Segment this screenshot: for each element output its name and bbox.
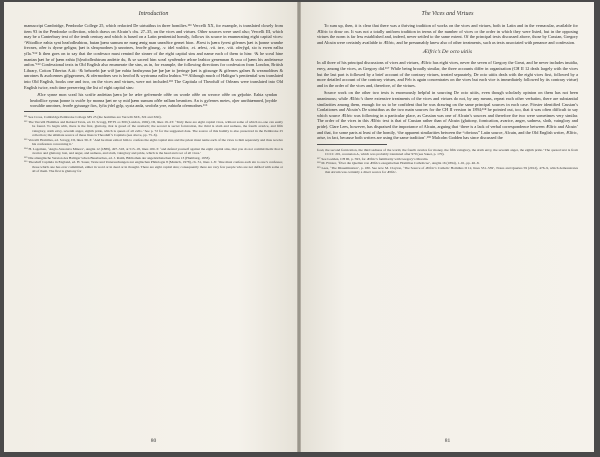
right-page <box>301 2 594 452</box>
footnote-rule <box>317 144 387 145</box>
book-spread <box>4 2 594 452</box>
footnote: food, the second fornication, the third sadness of the world, the fourth avarice for money, the fifth vainglory, the sixth envy, the seventh anger, the eighth pride.’ The quoted text is from CCCC 201, recension A, which was probably translated after 970 (see Sauer, p. 170). <box>317 147 578 157</box>
footnotes <box>317 148 578 175</box>
footnote: ¹⁶⁵ Die altenglische Version des Halitgar’schen Bussbuches, ed. J. Raith, Bibliothek der angelsächsischen Prosa 13 (Hamburg, 1933). <box>24 155 211 160</box>
footnotes <box>24 115 283 174</box>
footnote: ¹⁶³ Vercelli Homilies, ed. Scragg, III, lines 30–3: ‘And he must exhort him to confess the eight capital sins and the priest must name each of the vices to him separately and thus receive his confession concerning it.’ <box>24 137 283 147</box>
section-heading: Ælfric’s De octo uitiis <box>422 49 473 56</box>
page-number: 81 <box>444 438 451 444</box>
right-page-content <box>317 2 578 452</box>
body-paragraph: In all three of his principal discussions of vices and virtues, Ælfric has eight vices, never the seven of Gregory the Great, and he never includes inuidia, envy, among the vices, as Gregory did.¹⁶⁷ While being broadly similar, the three accounts differ in organisation (CH II 12 deals largely with the vices but the last part is followed by a brief account of the contrary virtues, treated separately, De octo uitiis deals with the eight vices first, followed by a more detailed account of the contrary virtues, and Feb is again concentrates on the vices but each vice is immediately followed by its contrary virtue) and in the order of the vices and, therefore, of the virtues. <box>317 60 578 88</box>
left-page-content <box>24 2 283 452</box>
footnote: ¹⁶⁹ Lees, ‘The Dissemination’, p. 180. See now M. Clayton, ‘The Source of Ælfric’s Catholic Homilies II 12, lines 531–539’, Notes and Queries 59 (2012), 476–9, which demonstrates that Alcuin was certainly a direct source for Ælfric. <box>317 165 578 175</box>
footnote: ¹⁶⁴ H. Logeman, ‘Anglo-Saxonica Minora’, Anglia 12 (1889), 497–518, at 515–18, lines 100–3: ‘and defend yourself against the eight capital sins, that you do not commit them: that is avarice and gluttony, lust, and anger, and sadness, and sloth, vainglory and pride, which is the head and root of all vices.’ <box>24 146 283 156</box>
right-body <box>317 23 578 175</box>
footnote-rule <box>24 111 94 112</box>
page-number: 80 <box>150 438 157 444</box>
left-body <box>24 23 283 174</box>
footnote: ¹⁶⁸ M. Förster, ‘Über die Quellen von Ælfrics exegetischen Homiliae Catholicae’, Anglia 16 (1894), 1–61, pp. 46–8. <box>317 161 480 166</box>
running-head: The Vices and Virtues <box>421 11 474 17</box>
footnote: ¹⁶¹ See Cross, Cambridge Pembroke College MS 25 (the homilies are Vercelli XIX, XX and XXI). <box>24 115 162 120</box>
body-paragraph: manuscript Cambridge, Pembroke College 25, which redacted De uirtutibus in three homilies.¹⁶¹ Vercelli XX, for example, is translated closely from item 93 in the Pembroke collection, which draws on Alcuin’s chs. 27–35, on the vices and virtues. Other sources were used also; Vercelli III, which may be a Canterbury text of the tenth century and which is based on a Latin penitential homily, follows its source in enumerating eight capital vices: ‘Witodlice eahta synt heafodleahtras, butan þæra sumum ne mæg ænig man uneaðice gemet bion. Ærest is þæra fyrest gifernes þæt is þonne wambe frecnes, oðer is dyrne gelignr, þæt is sleaçmodnes þ unrotnes, feorðe gîsung, .v. idel wuldor, .vi. æfest, .vii. irre, .viii. oferŷgd, sio is ewen eallra yfla.’¹⁶² It then goes on to say that the confessor must remind the sinner of the eight capital sins and name each of them to him: ‘& he sceal hine manian þæt he of þæm eahta [h]eafodleahtrum andette du, & se sacerd him sceal synðendre ælcne leahtor genemnan & swa of þæm his andetnesse anfon.’¹⁶³ Confessional texts in Old English also enumerate the sins, as in, for example, the following directions for confession from London, British Library, Cotton Tiberius A.iii: ‘& behorebt þæ wið þæ eahta heahsynna þæ þæ þæ to þeringe þæt is gitsunge & gifernes galnes & weamoldnes & unrotnes & asolcennes gilpgeornes, & ofermodnes seo is heofod & wyrtruma eallra leahtra.’¹⁶⁴ Although much of Halitgar’s penitential was translated into Old English, books one and two, on the vices and virtues, were not included.¹⁶⁵ The Capitula of Theodulf of Orleans were translated into Old English twice, each time preserving the list of eight capital sins: <box>24 23 283 90</box>
footnote: ¹⁶² The Vercelli Homilies and Related Texts, ed. D. Scragg, EETS os 300 (London, 1992), III, lines 19–23: ‘Truly there are eight capital vices, without some of which no-one can easily be found. To begin with, there is the first, gluttony, that is greed of the stomach; the second is secret fornication, the third is sloth and sadness, the fourth avarice, and fifth vainglory, sixth envy, seventh anger, eighth pride, which is queen of all evils.’ See p. 72 for the suggested date. The source of this homily is also preserved in the Pembroke 25 collection; the ultimate source of these lines is Theodulf’s Capitula (see above, pp. 75–6). <box>24 119 283 138</box>
body-paragraph: To sum up, then, it is clear that there was a thriving tradition of works on the vices and virtues, both in Latin and in the vernacular, available for Ælfric to draw on. It was not a totally uniform tradition in terms of the number of vices or the order in which they were listed, but in the opposing virtues the norm is far less established and, indeed, never settled to the same extent. Of the principal texts discussed above, those by Cassian, Gregory and Alcuin were certainly available to Ælfric, and he presumably knew also of other treatments, such as texts associated with penance and confession. <box>317 23 578 45</box>
left-page <box>4 2 297 452</box>
body-paragraph: Source work on the other two texts is enormously helpful in sourcing De octo uitiis, even though scholarly opinion on them has not been unanimous; while Ælfric’s three extensive treatments of the vices and virtues do not, by any means, repeat each other verbatim, there are substantial similarities among them, enough for us to be confident that he was drawing on the same principal sources in each case. Förster identified Cassian’s Conlationes and Alcuin’s De uirtutibus as the two main sources for the CH II version in 1894;¹⁶⁸ he pointed out, too, that it was often difficult to say which source Ælfric was following in a particular place, as Cassian was one of Alcuin’s sources and therefore the two were sometimes very similar. The order of the vices in this Ælfric text is that of Cassian rather than of Alcuin (gluttony, fornication, avarice, anger, sadness, sloth, vainglory and pride). Clare Lees, however, has dispraised the importance of Alcuin, arguing that ‘there is a lack of verbal correspondence between Ælfric and Alcuin’ and that, for some parts at least of the homily, ‘the apparent similarities between the “obvious” Latin source, Alcuin, and the Old English writer, Ælfric, arise, in fact, because both writers are using the same tradition’.¹⁶⁹ Malcolm Godden has since discussed the <box>317 90 578 141</box>
old-english-quotation: Ælce synne mon sceal his scrifte andettan þæra þe he æfre gefremede oððe on worde oððe on weorce oððe on geþohte. Eahta syndan heafodlice synna þonne is swiðe fyr monna þæt ne sy mid þæm sumum oððe eallum besmiten. An is gyfernes metes, oþer unrihtæmned, þrydde woruldie unrotnes, feorðe gytsunge fios, fyfta ÿdel gylp, syxta anda, seofoða yrre, eahtoða ofermodnes.¹⁶⁶ <box>30 92 277 108</box>
running-head: Introduction <box>138 11 169 17</box>
footnote: ¹⁶⁶ Theodulf Capitula in England, ed. H. Sauer, Texte und Untersuchungen zur englischen Philologie 8 (Munich, 1978), ch. 31, lines 1–8: ‘One must confess each sin to one’s confessor, those which one has ever committed, either in word or in deed or in thought. There are eight capital sins; consequently there are very few people who are not defiled with some or all of them. The first is gluttony for <box>24 160 283 174</box>
footnote: ¹⁶⁷ See Godden, CH III, p. 593, for Ælfric’s familiarity with Gregory’s Moralia. <box>317 156 429 161</box>
